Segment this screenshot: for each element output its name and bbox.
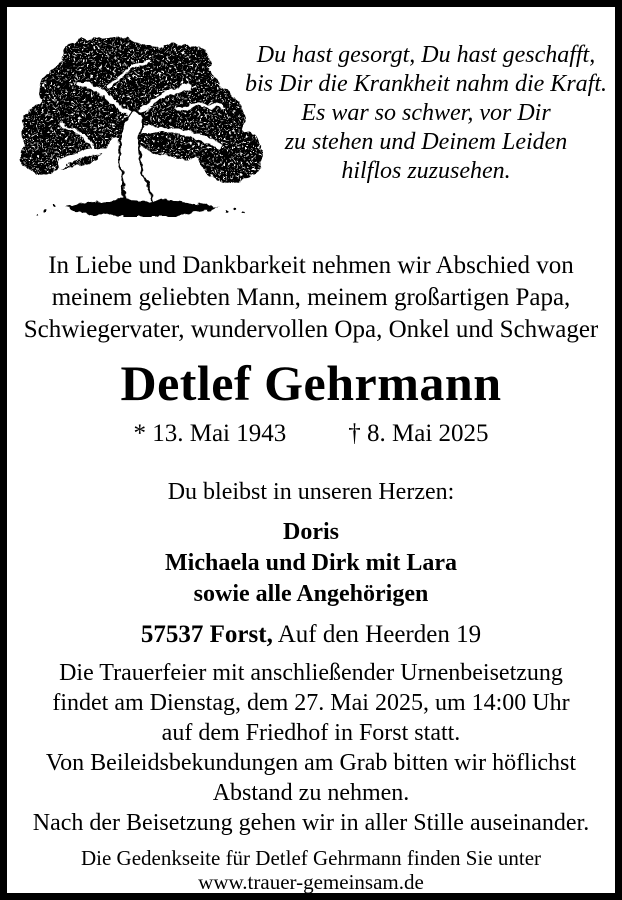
remembrance-heading: Du bleibst in unseren Herzen: [167,479,455,505]
funeral-line: Abstand zu nehmen. [212,780,410,806]
address-line [7,620,615,650]
life-dates [7,419,615,449]
address-city: 57537 Forst, [140,621,273,648]
poem-line: bis Dir die Krankheit nahm die Kraft. [245,71,607,97]
memorial-page-line: Die Gedenkseite für Detlef Gehrmann finden Sie unter [80,846,542,870]
poem-line: hilflos zuzusehen. [341,158,511,184]
mourner-line: Doris [283,519,339,545]
deceased-name: Detlef Gehrmann [120,355,502,411]
farewell-line: meinem geliebten Mann, meinem großartigen Papa, [51,284,571,311]
funeral-details [7,658,615,838]
funeral-line: Nach der Beisetzung gehen wir in aller Stille auseinander. [32,810,590,836]
birth-date: * 13. Mai 1943 [133,420,287,447]
poem-line: zu stehen und Deinem Leiden [284,129,568,155]
memorial-page-note [7,846,615,894]
funeral-line: findet am Dienstag, dem 27. Mai 2025, um 14:00 Uhr [52,690,570,716]
farewell-line: Schwiegervater, wundervollen Opa, Onkel und Schwager [23,316,599,343]
mourners-list [7,517,615,610]
mourner-line: Michaela und Dirk mit Lara [165,550,457,576]
farewell-line: In Liebe und Dankbarkeit nehmen wir Abschied von [48,252,574,279]
poem-line: Es war so schwer, vor Dir [301,100,551,126]
funeral-line: auf dem Friedhof in Forst statt. [161,720,461,746]
funeral-line: Von Beileidsbekundungen am Grab bitten wir höflichst [45,750,577,776]
poem-line: Du hast gesorgt, Du hast geschafft, [256,42,596,68]
header-section [7,7,615,222]
funeral-line: Die Trauerfeier mit anschließender Urnenbeisetzung [59,660,563,686]
oak-tree-icon [15,31,263,217]
memorial-page-url: www.trauer-gemeinsam.de [198,870,424,894]
memorial-poem [239,41,613,186]
farewell-text [7,250,615,346]
mourner-line: sowie alle Angehörigen [193,581,429,607]
death-date: † 8. Mai 2025 [348,420,489,447]
address-street: Auf den Heerden 19 [272,621,482,648]
